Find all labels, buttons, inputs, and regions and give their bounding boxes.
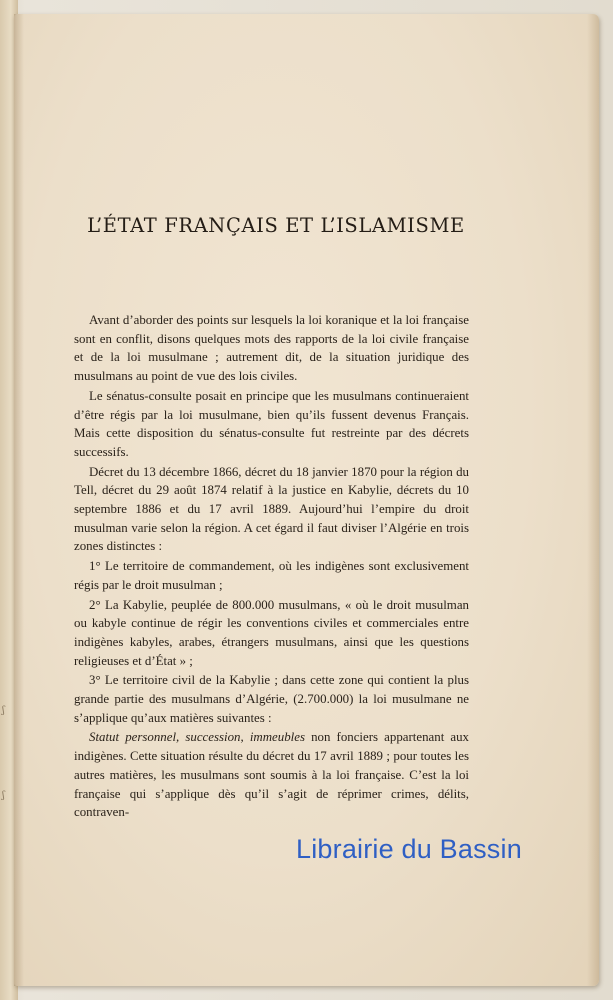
chapter-title: L’ÉTAT FRANÇAIS ET L’ISLAMISME bbox=[87, 214, 465, 237]
italic-lead: Statut personnel, succession, immeubles bbox=[89, 730, 305, 745]
page-right-edge bbox=[587, 14, 599, 986]
list-item-zone-3: 3° Le territoire civil de la Kabylie ; dans cette zone qui contient la plus grande partie des musulmans d’Algérie, (2.700.000) la loi musulmane ne s’applique qu’aux matières suivantes : bbox=[74, 673, 469, 725]
paragraph bbox=[74, 728, 469, 822]
list-item-zone-2: 2° La Kabylie, peuplée de 800.000 musulmans, « où le droit musulman ou kabyle continue de régir les conventions civiles et commerciales entre indigènes kabyles, arabes, étrangers musulmans, ainsi que les questions religieuses et d’État » ; bbox=[74, 597, 469, 668]
paragraph: Décret du 13 décembre 1866, décret du 18 janvier 1870 pour la région du Tell, décret du 29 août 1874 relatif à la justice en Kabylie, décrets du 10 septembre 1886 et du 17 avril 1889. Aujourd’hui l’empire du droit musulman varie selon la région. A cet égard il faut diviser l’Algérie en trois zones distinctes : bbox=[74, 464, 469, 554]
paragraph: Avant d’aborder des points sur lesquels la loi koranique et la loi française sont en conflit, disons quelques mots des rapports de la loi civile française et de la loi musulmane ; autrement dit, de la situation juridique des musulmans au point de vue des lois civiles. bbox=[74, 313, 469, 384]
spine-shadow bbox=[14, 14, 24, 986]
paragraph: Le sénatus-consulte posait en principe que les musulmans continueraient d’être régis par la loi musulmane, bien qu’ils fussent devenus Français. Mais cette disposition du sénatus-consulte fut restreinte par des décrets successifs. bbox=[74, 388, 469, 459]
paragraph-continuation: non fonciers appartenant aux indigènes. Cette situation résulte du décret du 17 avril 1889 ; pour toutes les autres matières, les musulmans sont soumis à la loi française. C’est la loi française qui s’applique dès qu’il s’agit de réprimer crimes, délits, contraven- bbox=[74, 730, 470, 820]
margin-pencil-mark: ʃ bbox=[2, 790, 5, 801]
seller-watermark: Librairie du Bassin bbox=[296, 834, 522, 864]
body-text bbox=[74, 311, 469, 822]
list-item-zone-1: 1° Le territoire de commandement, où les indigènes sont exclusivement régis par le droit musulman ; bbox=[74, 559, 469, 592]
margin-pencil-mark: ʃ bbox=[2, 705, 5, 716]
